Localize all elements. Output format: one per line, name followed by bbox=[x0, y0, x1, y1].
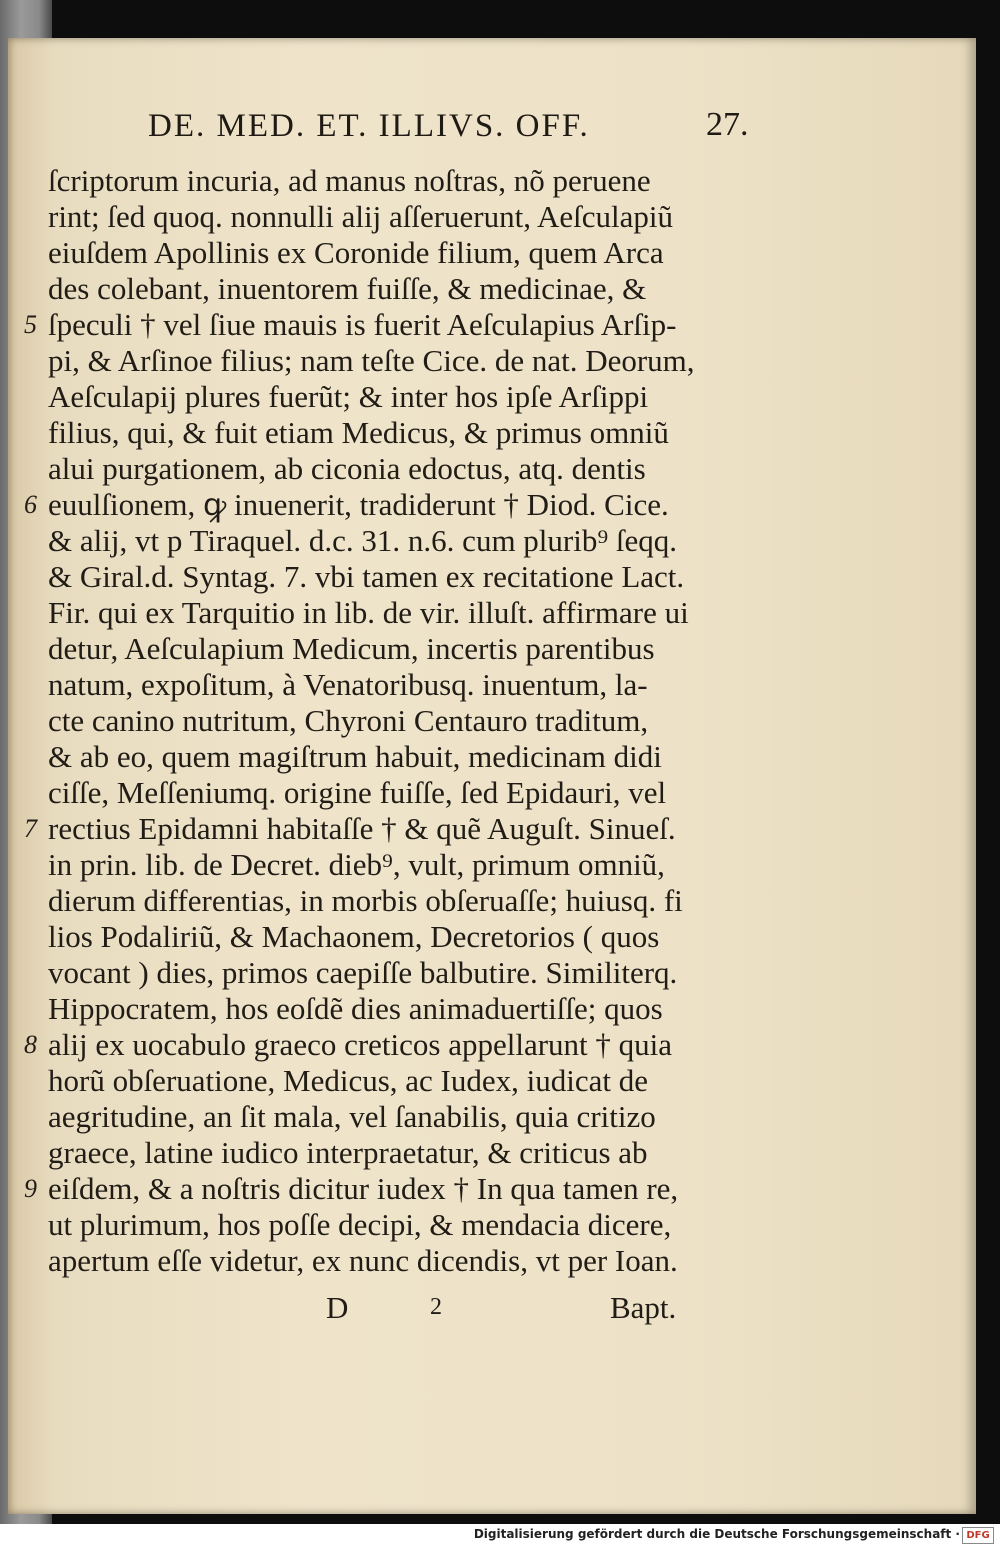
text-line: euulſionem, ꝙ inuenerit, tradiderunt † Diod. Cice. bbox=[48, 487, 669, 522]
text-line: in prin. lib. de Decret. dieb⁹, vult, primum omniũ, bbox=[48, 847, 665, 882]
margin-note-number: 9 bbox=[24, 1174, 37, 1203]
signature-number: 2 bbox=[430, 1294, 442, 1320]
text-line: rectius Epidamni habitaſſe † & quẽ Auguſt. Sinueſ. bbox=[48, 811, 676, 846]
margin-note-number: 6 bbox=[24, 490, 37, 519]
text-line: detur, Aeſculapium Medicum, incertis parentibus bbox=[48, 631, 655, 666]
text-line: Fir. qui ex Tarquitio in lib. de vir. illuſt. affirmare ui bbox=[48, 595, 689, 630]
text-line: cte canino nutritum, Chyroni Centauro traditum, bbox=[48, 703, 649, 738]
catchword: Bapt. bbox=[610, 1290, 677, 1325]
text-line: filius, qui, & fuit etiam Medicus, & primus omniũ bbox=[48, 415, 669, 450]
text-line: apertum eſſe videtur, ex nunc dicendis, vt per Ioan. bbox=[48, 1243, 678, 1278]
text-line: ſpeculi † vel ſiue mauis is fuerit Aeſculapius Arſip- bbox=[48, 307, 677, 342]
text-line: ciſſe, Meſſeniumq. origine fuiſſe, ſed Epidauri, vel bbox=[48, 775, 667, 810]
text-line: & alij, vt p Tiraquel. d.c. 31. n.6. cum plurib⁹ ſeqq. bbox=[48, 523, 678, 558]
text-line: horũ obſeruatione, Medicus, ac Iudex, iudicat de bbox=[48, 1063, 648, 1098]
text-line: lios Podaliriũ, & Machaonem, Decretorios ( quos bbox=[48, 919, 660, 954]
dfg-logo-icon: DFG bbox=[962, 1527, 994, 1544]
text-line: ut plurimum, hos poſſe decipi, & mendacia dicere, bbox=[48, 1207, 672, 1242]
text-line: eiſdem, & a noſtris dicitur iudex † In qua tamen re, bbox=[48, 1171, 679, 1206]
funding-banner bbox=[0, 1524, 1000, 1546]
margin-note-number: 7 bbox=[24, 814, 37, 843]
text-line: Aeſculapij plures fuerũt; & inter hos ipſe Arſippi bbox=[48, 379, 649, 414]
text-line: ſcriptorum incuria, ad manus noſtras, nõ peruene bbox=[48, 163, 651, 198]
text-line: & ab eo, quem magiſtrum habuit, medicinam didi bbox=[48, 739, 662, 774]
funding-text: Digitalisierung gefördert durch die Deutsche Forschungsgemeinschaft · bbox=[473, 1527, 960, 1541]
text-line: des colebant, inuentorem fuiſſe, & medicinae, & bbox=[48, 271, 647, 306]
text-line: rint; ſed quoq. nonnulli alij aſſeruerunt, Aeſculapiũ bbox=[48, 199, 674, 234]
margin-note-number: 5 bbox=[24, 310, 37, 339]
text-line: dierum differentias, in morbis obſeruaſſe; huiusq. fi bbox=[48, 883, 683, 918]
text-line: natum, expoſitum, à Venatoribusq. inuentum, la- bbox=[48, 667, 648, 702]
text-line: alij ex uocabulo graeco creticos appellarunt † quia bbox=[48, 1027, 673, 1062]
text-line: aegritudine, an ſit mala, vel ſanabilis, quia critizo bbox=[48, 1099, 656, 1134]
text-line: eiuſdem Apollinis ex Coronide filium, quem Arca bbox=[48, 235, 664, 270]
page-number: 27. bbox=[706, 106, 749, 143]
text-line: Hippocratem, hos eoſdẽ dies animaduertiſſe; quos bbox=[48, 991, 663, 1026]
text-line: graece, latine iudico interpraetatur, & criticus ab bbox=[48, 1135, 648, 1170]
running-head: DE. MED. ET. ILLIVS. OFF. bbox=[148, 108, 590, 144]
signature-mark: D bbox=[326, 1290, 349, 1325]
text-line: pi, & Arſinoe filius; nam teſte Cice. de nat. Deorum, bbox=[48, 343, 695, 378]
text-line: & Giral.d. Syntag. 7. vbi tamen ex recitatione Lact. bbox=[48, 559, 685, 594]
text-line: alui purgationem, ab ciconia edoctus, atq. dentis bbox=[48, 451, 646, 486]
margin-note-number: 8 bbox=[24, 1030, 37, 1059]
text-line: vocant ) dies, primos caepiſſe balbutire. Similiterq. bbox=[48, 955, 678, 990]
